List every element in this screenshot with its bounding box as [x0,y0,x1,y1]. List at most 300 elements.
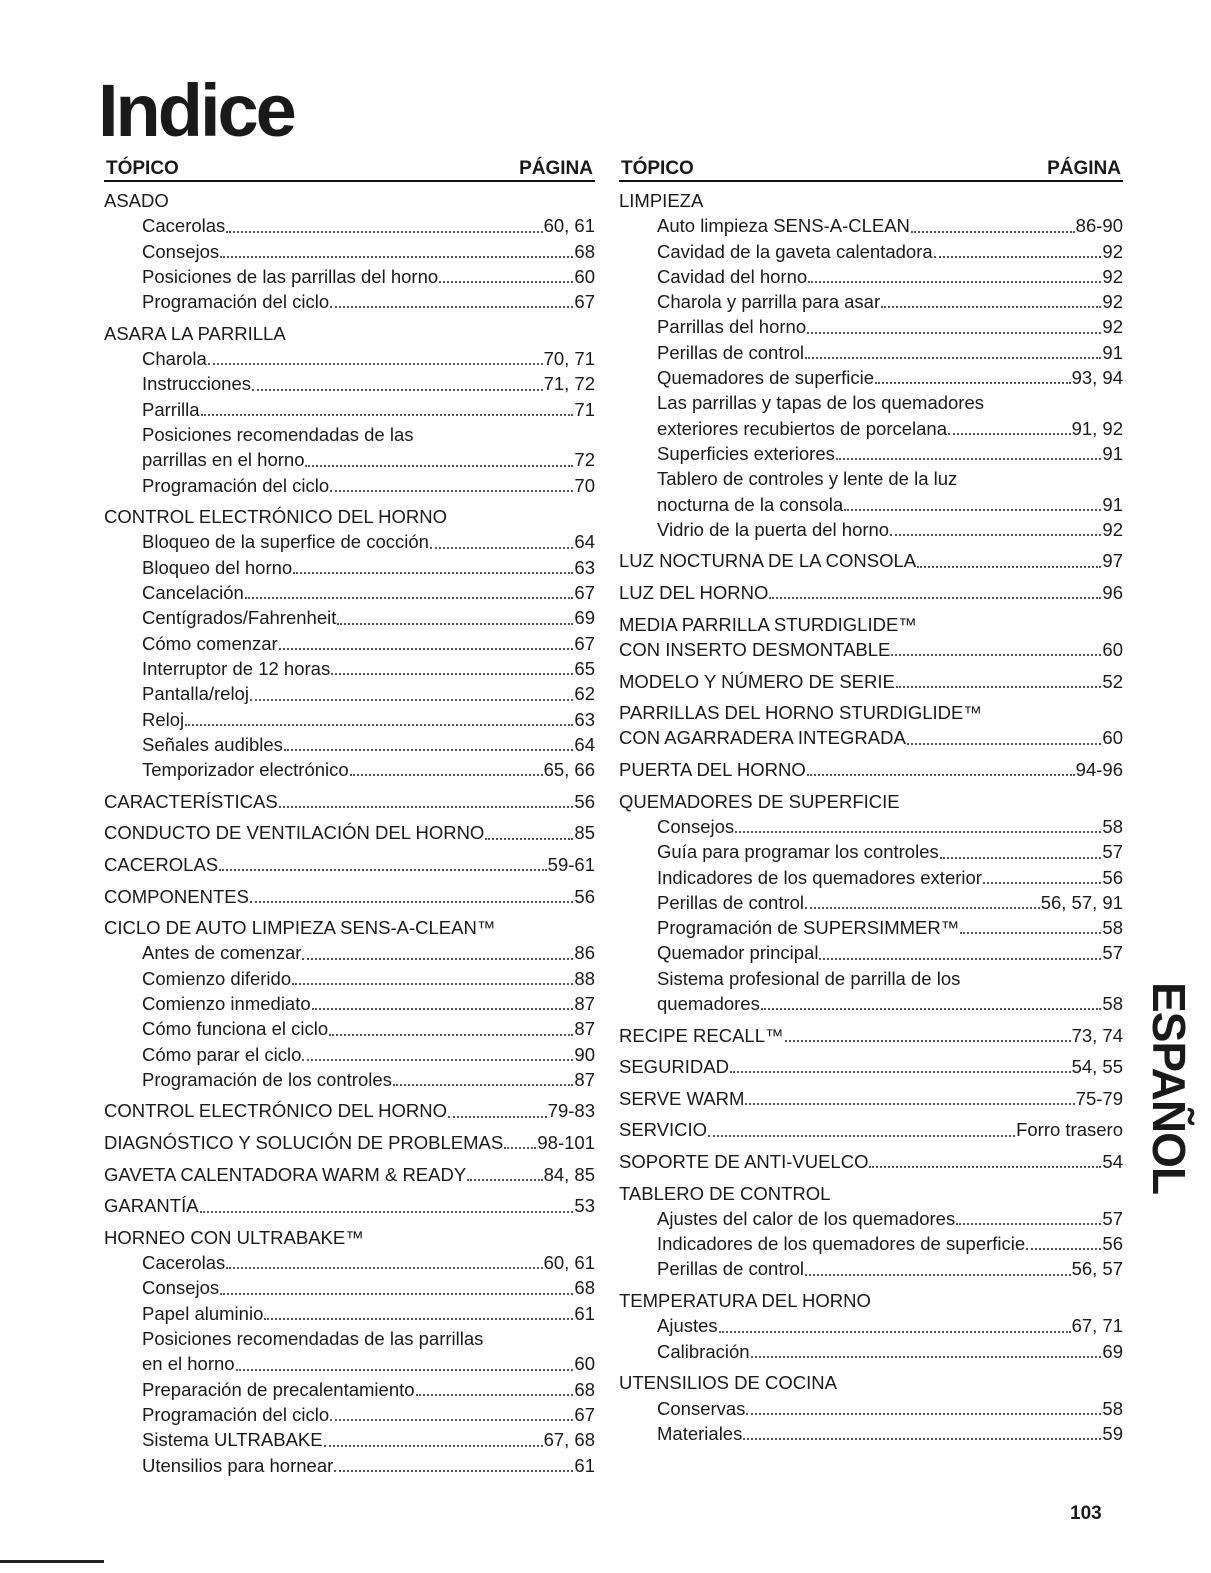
index-subtopic [619,940,1123,965]
entry-text: TEMPERATURA DEL HORNO [619,1290,871,1312]
entry-page: 67 [574,632,595,654]
entry-text: UTENSILIOS DE COCINA [619,1372,837,1394]
index-subtopic [104,681,595,706]
dot-leader [439,281,573,283]
index-subtopic [104,289,595,314]
dot-leader [220,1293,573,1295]
index-entries [619,188,1123,1446]
dot-leader [279,806,574,808]
entry-line [104,820,595,845]
index-subtopic [619,466,1123,517]
entry-page: 68 [574,240,595,262]
entry-text: Cómo comenzar [142,632,278,654]
entry-page: 59 [1102,1422,1123,1444]
entry-page: 62 [574,683,595,705]
index-entries [104,188,595,1478]
dot-leader [844,509,1101,511]
entry-line [619,757,1123,782]
index-subtopic [104,656,595,681]
entry-page: 88 [574,967,595,989]
dot-leader [331,673,573,675]
entry-line [142,940,595,965]
entry-text: LUZ DEL HORNO [619,582,769,604]
entry-text: MEDIA PARRILLA STURDIGLIDE™ [619,613,917,635]
dot-leader [185,724,573,726]
dot-leader [940,857,1102,859]
entry-page: 61 [574,1454,595,1476]
entry-text: en el horno [142,1353,235,1375]
entry-page: Forro trasero [1016,1119,1123,1141]
dot-leader [785,1040,1071,1042]
index-subtopic [104,422,595,473]
entry-line [657,340,1123,365]
entry-text: Guía para programar los controles [657,841,939,863]
entry-line [142,1275,595,1300]
dot-leader [761,1008,1102,1010]
entry-line [619,188,1123,213]
entry-page: 92 [1102,291,1123,313]
entry-text: MODELO Y NÚMERO DE SERIE [619,670,895,692]
index-topic [619,1054,1123,1079]
dot-leader [807,332,1101,334]
entry-page: 54, 55 [1071,1056,1123,1078]
entry-text: CONTROL ELECTRÓNICO DEL HORNO [104,506,447,528]
index-subtopic [104,346,595,371]
entry-page: 67 [574,1403,595,1425]
entry-page: 60 [1102,727,1123,749]
entry-page: 59-61 [547,853,595,875]
entry-line [142,264,595,289]
index-subtopic [104,1453,595,1478]
index-topic [619,1181,1123,1206]
entry-text: SOPORTE DE ANTI-VUELCO [619,1150,869,1172]
index-topic [104,789,595,814]
dot-leader [448,1116,547,1118]
entry-text: quemadores [657,992,760,1014]
index-topic [619,1370,1123,1395]
dot-leader [208,363,543,365]
dot-leader [264,1318,573,1320]
entry-line [142,1351,595,1376]
entry-page: 92 [1102,518,1123,540]
dot-leader [302,1059,573,1061]
entry-line [104,1193,595,1218]
dot-leader [807,774,1075,776]
entry-text: Indicadores de los quemadores exterior [657,866,982,888]
entry-text: ASADO [104,190,169,211]
entry-line [657,1313,1123,1338]
dot-leader [934,256,1102,258]
entry-text: Cacerolas [142,1252,226,1274]
dot-leader [875,382,1071,384]
index-subtopic [619,213,1123,238]
entry-line [142,1016,595,1041]
entry-line [104,504,595,529]
entry-line [657,915,1123,940]
index-subtopic [104,1377,595,1402]
entry-text: SERVICIO [619,1119,708,1141]
entry-line [104,321,595,346]
entry-text: Comienzo diferido [142,967,292,989]
index-subtopic [619,239,1123,264]
entry-text: QUEMADORES DE SUPERFICIE [619,790,900,812]
index-subtopic [619,1339,1123,1364]
entry-text: Programación del ciclo [142,1403,330,1425]
entry-page: 91 [1102,442,1123,464]
index-subtopic [104,1402,595,1427]
entry-text: exteriores recubiertos de porcelana [657,417,947,439]
index-subtopic [619,1206,1123,1231]
entry-page: 96 [1102,582,1123,604]
dot-leader [279,648,574,650]
entry-text: LUZ NOCTURNA DE LA CONSOLA [619,550,917,572]
entry-text: Interruptor de 12 horas [142,657,331,679]
index-subtopic [104,966,595,991]
entry-text: Temporizador electrónico [142,759,349,781]
entry-line [619,725,1123,750]
dot-leader [292,983,573,985]
dot-leader [330,306,573,308]
dot-leader [735,831,1101,833]
entry-text: Consejos [142,240,220,262]
entry-text: Parrilla [142,398,200,420]
entry-text: GARANTÍA [104,1195,199,1217]
entry-text: Charola [142,348,207,370]
entry-line [657,1421,1123,1446]
index-topic [104,915,595,940]
entry-page: 97 [1102,550,1123,572]
topic-header: TÓPICO [621,158,694,179]
entry-page: 72 [574,449,595,471]
language-side-tab [1140,968,1198,1208]
index-topic [104,820,595,845]
index-subtopic [619,390,1123,441]
entry-text: Cacerolas [142,215,226,237]
entry-text: DIAGNÓSTICO Y SOLUCIÓN DE PROBLEMAS [104,1132,504,1154]
dot-leader [819,958,1101,960]
entry-text: Posiciones de las parrillas del horno [142,265,439,287]
entry-page: 60 [1102,638,1123,660]
index-subtopic [104,1042,595,1067]
index-subtopic [104,580,595,605]
dot-leader [226,231,542,233]
entry-line [142,631,595,656]
entry-line [142,757,595,782]
index-subtopic [619,289,1123,314]
entry-text: TABLERO DE CONTROL [619,1182,831,1204]
entry-line [142,346,595,371]
index-topic [619,1149,1123,1174]
index-subtopic [104,991,595,1016]
entry-line [657,289,1123,314]
entry-line [657,416,1123,441]
index-subtopic [104,1250,595,1275]
entry-line [619,1117,1123,1142]
language-label: ESPAÑOL [1143,982,1196,1194]
dot-leader [708,1135,1015,1137]
entry-page: 63 [574,556,595,578]
dot-leader [324,1445,543,1447]
entry-page: 58 [1102,917,1123,939]
entry-text: CICLO DE AUTO LIMPIEZA SENS-A-CLEAN™ [104,917,496,939]
entry-text: Ajustes [657,1315,718,1337]
entry-line [142,1453,595,1478]
index-subtopic [619,264,1123,289]
entry-text: Antes de comenzar [142,942,302,964]
index-subtopic [104,239,595,264]
index-topic [619,789,1123,814]
entry-text: Programación de SUPERSIMMER™ [657,917,960,939]
index-topic [619,1117,1123,1142]
entry-page: 56 [1102,866,1123,888]
index-topic [619,548,1123,573]
entry-line [619,669,1123,694]
entry-line [657,1256,1123,1281]
entry-text: PUERTA DEL HORNO [619,759,806,781]
entry-text: Parrillas del horno [657,316,807,338]
entry-page: 79-83 [547,1100,595,1122]
dot-leader [250,699,573,701]
dot-leader [808,281,1101,283]
entry-text: Perillas de control [657,891,805,913]
entry-line [657,814,1123,839]
entry-page: 60, 61 [543,1252,595,1274]
entry-line [619,1370,1123,1395]
column-header [619,152,1123,182]
entry-page: 64 [574,531,595,553]
entry-page: 73, 74 [1071,1024,1123,1046]
entry-line [104,915,595,940]
page-title: Indice [98,69,294,152]
entry-page: 87 [574,1018,595,1040]
entry-text: PARRILLAS DEL HORNO STURDIGLIDE™ [619,702,982,724]
entry-line [657,991,1123,1016]
dot-leader [219,869,547,871]
index-topic [104,1193,595,1218]
index-topic [619,580,1123,605]
entry-text: CACEROLAS [104,853,219,875]
dot-leader [805,907,1040,909]
entry-text: Calibración [657,1340,750,1362]
dot-leader [890,534,1101,536]
entry-line [619,1054,1123,1079]
dot-leader [330,490,573,492]
dot-leader [805,357,1101,359]
index-subtopic [104,473,595,498]
entry-page: 58 [1102,1397,1123,1419]
dot-leader [745,1103,1074,1105]
dot-leader [769,597,1101,599]
dot-leader [730,1071,1071,1073]
entry-page: 57 [1102,841,1123,863]
entry-text: Cavidad de la gaveta calentadora [657,240,933,262]
entry-text: Bloqueo de la superfice de cocción [142,531,429,553]
entry-text: Consejos [657,815,735,837]
entry-text: Posiciones recomendadas de las parrillas [142,1328,484,1350]
entry-line [657,365,1123,390]
entry-text: CONDUCTO DE VENTILACIÓN DEL HORNO [104,822,485,844]
entry-page: 69 [1102,1340,1123,1362]
entry-page: 68 [574,1378,595,1400]
entry-text: CONTROL ELECTRÓNICO DEL HORNO [104,1100,447,1122]
index-topic [619,188,1123,213]
entry-text: RECIPE RECALL™ [619,1024,784,1046]
entry-line [619,637,1123,662]
entry-text: Quemador principal [657,942,819,964]
index-topic [104,504,595,529]
entry-line [142,991,595,1016]
entry-text: Superficies exteriores [657,442,835,464]
index-topic [104,1130,595,1155]
index-topic [619,757,1123,782]
entry-text: Cómo funciona el ciclo [142,1018,329,1040]
index-topic [619,669,1123,694]
entry-line [104,1162,595,1187]
index-subtopic [619,839,1123,864]
entry-page: 70 [574,474,595,496]
entry-page: 56 [574,885,595,907]
entry-line [657,865,1123,890]
entry-text: SERVE WARM [619,1087,745,1109]
dot-leader [302,958,573,960]
index-subtopic [104,264,595,289]
entry-line [657,517,1123,542]
index-topic [104,852,595,877]
entry-text: Sistema ULTRABAKE [142,1429,323,1451]
entry-page: 56, 57 [1071,1258,1123,1280]
entry-line [142,1377,595,1402]
page-number: 103 [1070,1503,1102,1524]
dot-leader [917,566,1101,568]
entry-text: Quemadores de superficie [657,367,874,389]
dot-leader [220,256,573,258]
index-subtopic [104,371,595,396]
entry-line [142,656,595,681]
entry-line [142,289,595,314]
dot-leader [312,1008,574,1010]
index-subtopic [104,1016,595,1041]
entry-page: 64 [574,733,595,755]
entry-text: nocturna de la consola [657,493,844,515]
index-topic [619,1086,1123,1111]
dot-leader [236,1369,574,1371]
entry-text: Cavidad del horno [657,265,808,287]
entry-text: Las parrillas y tapas de los quemadores [657,392,985,414]
entry-text: Consejos [142,1277,220,1299]
entry-text: Señales audibles [142,733,283,755]
topic-header: TÓPICO [106,158,179,179]
dot-leader [1026,1248,1101,1250]
entry-line [142,239,595,264]
dot-leader [485,838,573,840]
entry-line [142,681,595,706]
index-subtopic [619,966,1123,1017]
index-subtopic [619,1396,1123,1421]
index-topic [104,1162,595,1187]
entry-page: 98-101 [537,1132,595,1154]
dot-leader [430,547,573,549]
entry-line [142,1250,595,1275]
entry-page: 94-96 [1075,759,1123,781]
entry-line [657,213,1123,238]
dot-leader [200,1211,574,1213]
index-subtopic [619,314,1123,339]
dot-leader [245,597,574,599]
entry-page: 92 [1102,316,1123,338]
entry-text: Ajustes del calor de los quemadores [657,1207,956,1229]
index-subtopic [619,365,1123,390]
index-topic [619,1023,1123,1048]
index-subtopic [104,631,595,656]
dot-leader [896,686,1102,688]
entry-text: Indicadores de los quemadores de superficie [657,1233,1026,1255]
entry-line [142,1427,595,1452]
entry-text: Perillas de control [657,1258,805,1280]
entry-line [104,188,595,213]
entry-line [657,441,1123,466]
entry-page: 68 [574,1277,595,1299]
entry-page: 91 [1102,341,1123,363]
entry-line [657,239,1123,264]
index-subtopic [619,441,1123,466]
entry-page: 67, 71 [1071,1315,1123,1337]
entry-text: Vidrio de la puerta del horno [657,518,890,540]
entry-page: 67 [574,291,595,313]
entry-line [142,1301,595,1326]
entry-text: Tablero de controles y lente de la luz [657,468,958,490]
entry-text: Papel aluminio [142,1302,264,1324]
dot-leader [334,1470,573,1472]
entry-page: 87 [574,992,595,1014]
entry-line [142,1042,595,1067]
entry-text: Reloj [142,708,185,730]
dot-leader [305,465,573,467]
entry-line [142,473,595,498]
index-subtopic [104,707,595,732]
index-topic [104,1225,595,1250]
dot-leader [983,882,1101,884]
index-subtopic [104,605,595,630]
entry-line [657,839,1123,864]
entry-text: Instrucciones [142,373,251,395]
entry-text: Posiciones recomendadas de las [142,423,414,445]
page-header: PÁGINA [1047,158,1121,179]
entry-line [619,548,1123,573]
index-topic [104,884,595,909]
entry-text: parrillas en el horno [142,449,305,471]
entry-line [142,529,595,554]
entry-line [104,789,595,814]
entry-page: 90 [574,1043,595,1065]
entry-line [142,397,595,422]
entry-page: 75-79 [1075,1087,1123,1109]
entry-page: 70, 71 [543,348,595,370]
entry-text: Centígrados/Fahrenheit [142,607,337,629]
index-topic [104,1098,595,1123]
dot-leader [907,743,1102,745]
entry-line [142,555,595,580]
entry-text: Materiales [657,1422,743,1444]
index-subtopic [619,865,1123,890]
entry-page: 60, 61 [543,215,595,237]
entry-text: Cómo parar el ciclo [142,1043,302,1065]
entry-text: LIMPIEZA [619,190,704,211]
entry-line [619,1181,1123,1206]
index-subtopic [619,340,1123,365]
entry-page: 91, 92 [1071,417,1123,439]
entry-line [657,492,1123,517]
dot-leader [805,1274,1071,1276]
